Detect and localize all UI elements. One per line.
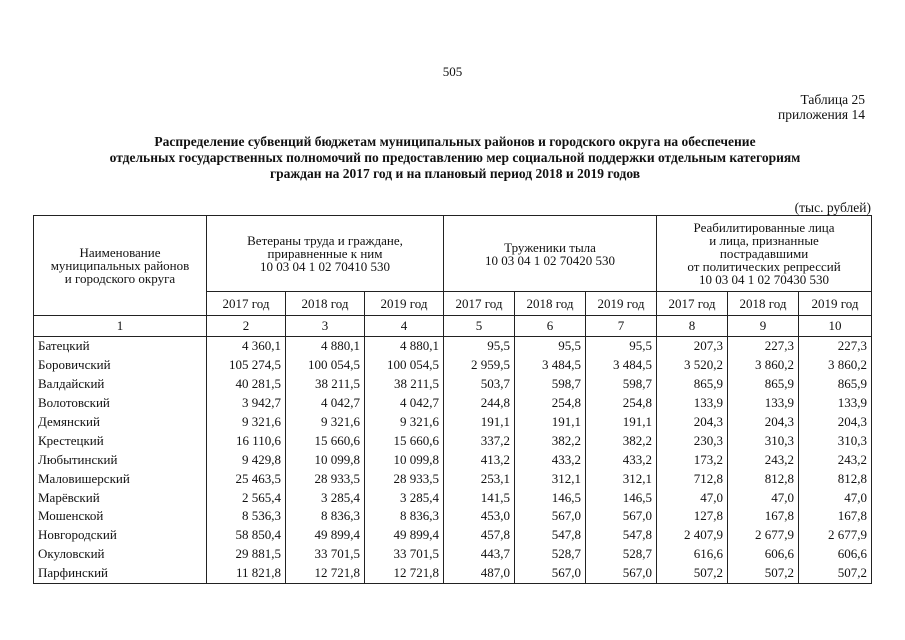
value-cell: 146,5 xyxy=(586,488,657,507)
value-cell: 49 899,4 xyxy=(286,526,365,545)
value-cell: 3 942,7 xyxy=(207,394,286,413)
table-label: Таблица 25 xyxy=(800,92,865,107)
value-cell: 2 677,9 xyxy=(799,526,872,545)
value-cell: 133,9 xyxy=(657,394,728,413)
value-cell: 382,2 xyxy=(515,431,586,450)
table-row xyxy=(34,526,872,545)
value-cell: 15 660,6 xyxy=(286,431,365,450)
value-cell: 567,0 xyxy=(586,564,657,583)
value-cell: 207,3 xyxy=(657,337,728,356)
table-row xyxy=(34,488,872,507)
value-cell: 4 042,7 xyxy=(365,394,444,413)
value-cell: 3 484,5 xyxy=(586,356,657,375)
value-cell: 167,8 xyxy=(799,507,872,526)
value-cell: 204,3 xyxy=(728,413,799,432)
value-cell: 9 321,6 xyxy=(286,413,365,432)
district-name-cell: Любытинский xyxy=(34,450,207,469)
header-line: и лица, признанные xyxy=(709,233,819,248)
value-cell: 95,5 xyxy=(444,337,515,356)
header-group-veterans xyxy=(207,216,444,292)
value-cell: 865,9 xyxy=(799,375,872,394)
header-line: 10 03 04 1 02 70430 530 xyxy=(699,272,830,287)
value-cell: 133,9 xyxy=(728,394,799,413)
value-cell: 33 701,5 xyxy=(365,545,444,564)
header-line: от политических репрессий xyxy=(687,259,841,274)
district-name-cell: Валдайский xyxy=(34,375,207,394)
value-cell: 310,3 xyxy=(728,431,799,450)
header-line: Наименование xyxy=(79,245,161,260)
value-cell: 457,8 xyxy=(444,526,515,545)
value-cell: 2 677,9 xyxy=(728,526,799,545)
table-row xyxy=(34,356,872,375)
value-cell: 49 899,4 xyxy=(365,526,444,545)
column-number-cell: 7 xyxy=(586,316,657,337)
column-number-cell: 9 xyxy=(728,316,799,337)
table-row xyxy=(34,450,872,469)
value-cell: 337,2 xyxy=(444,431,515,450)
value-cell: 606,6 xyxy=(728,545,799,564)
header-line: приравненные к ним xyxy=(267,246,383,261)
value-cell: 33 701,5 xyxy=(286,545,365,564)
value-cell: 616,6 xyxy=(657,545,728,564)
value-cell: 567,0 xyxy=(515,564,586,583)
table-row xyxy=(34,413,872,432)
value-cell: 2 565,4 xyxy=(207,488,286,507)
value-cell: 9 321,6 xyxy=(207,413,286,432)
value-cell: 433,2 xyxy=(586,450,657,469)
column-number-cell: 8 xyxy=(657,316,728,337)
value-cell: 95,5 xyxy=(515,337,586,356)
value-cell: 567,0 xyxy=(586,507,657,526)
value-cell: 3 285,4 xyxy=(286,488,365,507)
value-cell: 243,2 xyxy=(728,450,799,469)
value-cell: 3 520,2 xyxy=(657,356,728,375)
value-cell: 254,8 xyxy=(515,394,586,413)
document-title xyxy=(40,134,870,182)
district-name-cell: Мошенской xyxy=(34,507,207,526)
value-cell: 100 054,5 xyxy=(286,356,365,375)
value-cell: 253,1 xyxy=(444,469,515,488)
table-row xyxy=(34,469,872,488)
header-year: 2019 год xyxy=(799,292,872,316)
value-cell: 8 836,3 xyxy=(365,507,444,526)
value-cell: 47,0 xyxy=(728,488,799,507)
value-cell: 8 836,3 xyxy=(286,507,365,526)
value-cell: 547,8 xyxy=(515,526,586,545)
value-cell: 254,8 xyxy=(586,394,657,413)
value-cell: 58 850,4 xyxy=(207,526,286,545)
district-name-cell: Маловишерский xyxy=(34,469,207,488)
value-cell: 95,5 xyxy=(586,337,657,356)
value-cell: 453,0 xyxy=(444,507,515,526)
value-cell: 4 360,1 xyxy=(207,337,286,356)
value-cell: 598,7 xyxy=(515,375,586,394)
value-cell: 312,1 xyxy=(515,469,586,488)
column-number-cell: 5 xyxy=(444,316,515,337)
header-line: 10 03 04 1 02 70420 530 xyxy=(485,252,616,268)
value-cell: 528,7 xyxy=(515,545,586,564)
value-cell: 16 110,6 xyxy=(207,431,286,450)
district-name-cell: Новгородский xyxy=(34,526,207,545)
header-year: 2017 год xyxy=(207,292,286,316)
value-cell: 191,1 xyxy=(444,413,515,432)
value-cell: 487,0 xyxy=(444,564,515,583)
value-cell: 10 099,8 xyxy=(365,450,444,469)
table-row xyxy=(34,375,872,394)
value-cell: 227,3 xyxy=(799,337,872,356)
header-year: 2017 год xyxy=(657,292,728,316)
value-cell: 4 880,1 xyxy=(286,337,365,356)
district-name-cell: Волотовский xyxy=(34,394,207,413)
header-line: Труженики тыла xyxy=(504,239,596,255)
value-cell: 28 933,5 xyxy=(286,469,365,488)
header-line: пострадавшими xyxy=(719,246,809,261)
title-line: отдельных государственных полномочий по предоставлению мер социальной поддержки отдельным категориям xyxy=(109,150,801,165)
title-line: Распределение субвенций бюджетам муниципальных районов и городского округа на обеспечение xyxy=(154,134,756,149)
table-caption xyxy=(778,92,865,122)
value-cell: 312,1 xyxy=(586,469,657,488)
value-cell: 812,8 xyxy=(799,469,872,488)
header-year: 2018 год xyxy=(286,292,365,316)
value-cell: 12 721,8 xyxy=(365,564,444,583)
header-line: Реабилитированные лица xyxy=(693,220,835,235)
table-row xyxy=(34,431,872,450)
value-cell: 100 054,5 xyxy=(365,356,444,375)
value-cell: 227,3 xyxy=(728,337,799,356)
value-cell: 598,7 xyxy=(586,375,657,394)
value-cell: 812,8 xyxy=(728,469,799,488)
value-cell: 413,2 xyxy=(444,450,515,469)
value-cell: 507,2 xyxy=(799,564,872,583)
district-name-cell: Окуловский xyxy=(34,545,207,564)
value-cell: 433,2 xyxy=(515,450,586,469)
column-number-cell: 1 xyxy=(34,316,207,337)
header-group-home-front xyxy=(444,216,657,292)
table-body xyxy=(34,337,872,584)
header-line: Ветераны труда и граждане, xyxy=(247,233,403,248)
value-cell: 127,8 xyxy=(657,507,728,526)
district-name-cell: Крестецкий xyxy=(34,431,207,450)
value-cell: 40 281,5 xyxy=(207,375,286,394)
value-cell: 712,8 xyxy=(657,469,728,488)
value-cell: 105 274,5 xyxy=(207,356,286,375)
value-cell: 12 721,8 xyxy=(286,564,365,583)
value-cell: 503,7 xyxy=(444,375,515,394)
value-cell: 191,1 xyxy=(515,413,586,432)
value-cell: 443,7 xyxy=(444,545,515,564)
column-number-row xyxy=(34,316,872,337)
value-cell: 4 042,7 xyxy=(286,394,365,413)
value-cell: 25 463,5 xyxy=(207,469,286,488)
value-cell: 230,3 xyxy=(657,431,728,450)
appendix-label: приложения 14 xyxy=(777,107,865,122)
value-cell: 133,9 xyxy=(799,394,872,413)
district-name-cell: Боровичский xyxy=(34,356,207,375)
district-name-cell: Парфинский xyxy=(34,564,207,583)
value-cell: 243,2 xyxy=(799,450,872,469)
value-cell: 191,1 xyxy=(586,413,657,432)
header-year: 2019 год xyxy=(586,292,657,316)
value-cell: 47,0 xyxy=(799,488,872,507)
value-cell: 3 484,5 xyxy=(515,356,586,375)
table-row xyxy=(34,507,872,526)
value-cell: 141,5 xyxy=(444,488,515,507)
table-row xyxy=(34,337,872,356)
header-group-rehabilitated xyxy=(657,216,872,292)
value-cell: 2 959,5 xyxy=(444,356,515,375)
value-cell: 9 321,6 xyxy=(365,413,444,432)
page-number: 505 xyxy=(442,64,463,79)
value-cell: 173,2 xyxy=(657,450,728,469)
subvention-table xyxy=(33,215,872,584)
value-cell: 9 429,8 xyxy=(207,450,286,469)
header-name xyxy=(34,216,207,316)
value-cell: 382,2 xyxy=(586,431,657,450)
value-cell: 310,3 xyxy=(799,431,872,450)
header-year: 2019 год xyxy=(365,292,444,316)
district-name-cell: Демянский xyxy=(34,413,207,432)
value-cell: 38 211,5 xyxy=(286,375,365,394)
units-note: (тыс. рублей) xyxy=(794,200,871,215)
value-cell: 528,7 xyxy=(586,545,657,564)
value-cell: 3 285,4 xyxy=(365,488,444,507)
value-cell: 28 933,5 xyxy=(365,469,444,488)
value-cell: 146,5 xyxy=(515,488,586,507)
header-year: 2018 год xyxy=(728,292,799,316)
value-cell: 29 881,5 xyxy=(207,545,286,564)
column-number-cell: 6 xyxy=(515,316,586,337)
value-cell: 547,8 xyxy=(586,526,657,545)
table-row xyxy=(34,394,872,413)
value-cell: 2 407,9 xyxy=(657,526,728,545)
header-year: 2018 год xyxy=(515,292,586,316)
value-cell: 204,3 xyxy=(657,413,728,432)
value-cell: 10 099,8 xyxy=(286,450,365,469)
column-number-cell: 3 xyxy=(286,316,365,337)
value-cell: 204,3 xyxy=(799,413,872,432)
value-cell: 507,2 xyxy=(728,564,799,583)
value-cell: 244,8 xyxy=(444,394,515,413)
value-cell: 865,9 xyxy=(657,375,728,394)
value-cell: 8 536,3 xyxy=(207,507,286,526)
value-cell: 865,9 xyxy=(728,375,799,394)
value-cell: 3 860,2 xyxy=(799,356,872,375)
column-number-cell: 2 xyxy=(207,316,286,337)
header-line: муниципальных районов xyxy=(50,258,190,273)
value-cell: 47,0 xyxy=(657,488,728,507)
header-year: 2017 год xyxy=(444,292,515,316)
value-cell: 3 860,2 xyxy=(728,356,799,375)
column-number-cell: 10 xyxy=(799,316,872,337)
value-cell: 4 880,1 xyxy=(365,337,444,356)
column-number-cell: 4 xyxy=(365,316,444,337)
district-name-cell: Батецкий xyxy=(34,337,207,356)
table-row xyxy=(34,564,872,583)
value-cell: 38 211,5 xyxy=(365,375,444,394)
value-cell: 167,8 xyxy=(728,507,799,526)
header-line: и городского округа xyxy=(64,271,176,286)
header-line: 10 03 04 1 02 70410 530 xyxy=(260,259,391,274)
value-cell: 507,2 xyxy=(657,564,728,583)
district-name-cell: Марёвский xyxy=(34,488,207,507)
value-cell: 606,6 xyxy=(799,545,872,564)
value-cell: 15 660,6 xyxy=(365,431,444,450)
table-row xyxy=(34,545,872,564)
value-cell: 567,0 xyxy=(515,507,586,526)
value-cell: 11 821,8 xyxy=(207,564,286,583)
title-line: граждан на 2017 год и на плановый период 2018 и 2019 годов xyxy=(269,166,641,181)
